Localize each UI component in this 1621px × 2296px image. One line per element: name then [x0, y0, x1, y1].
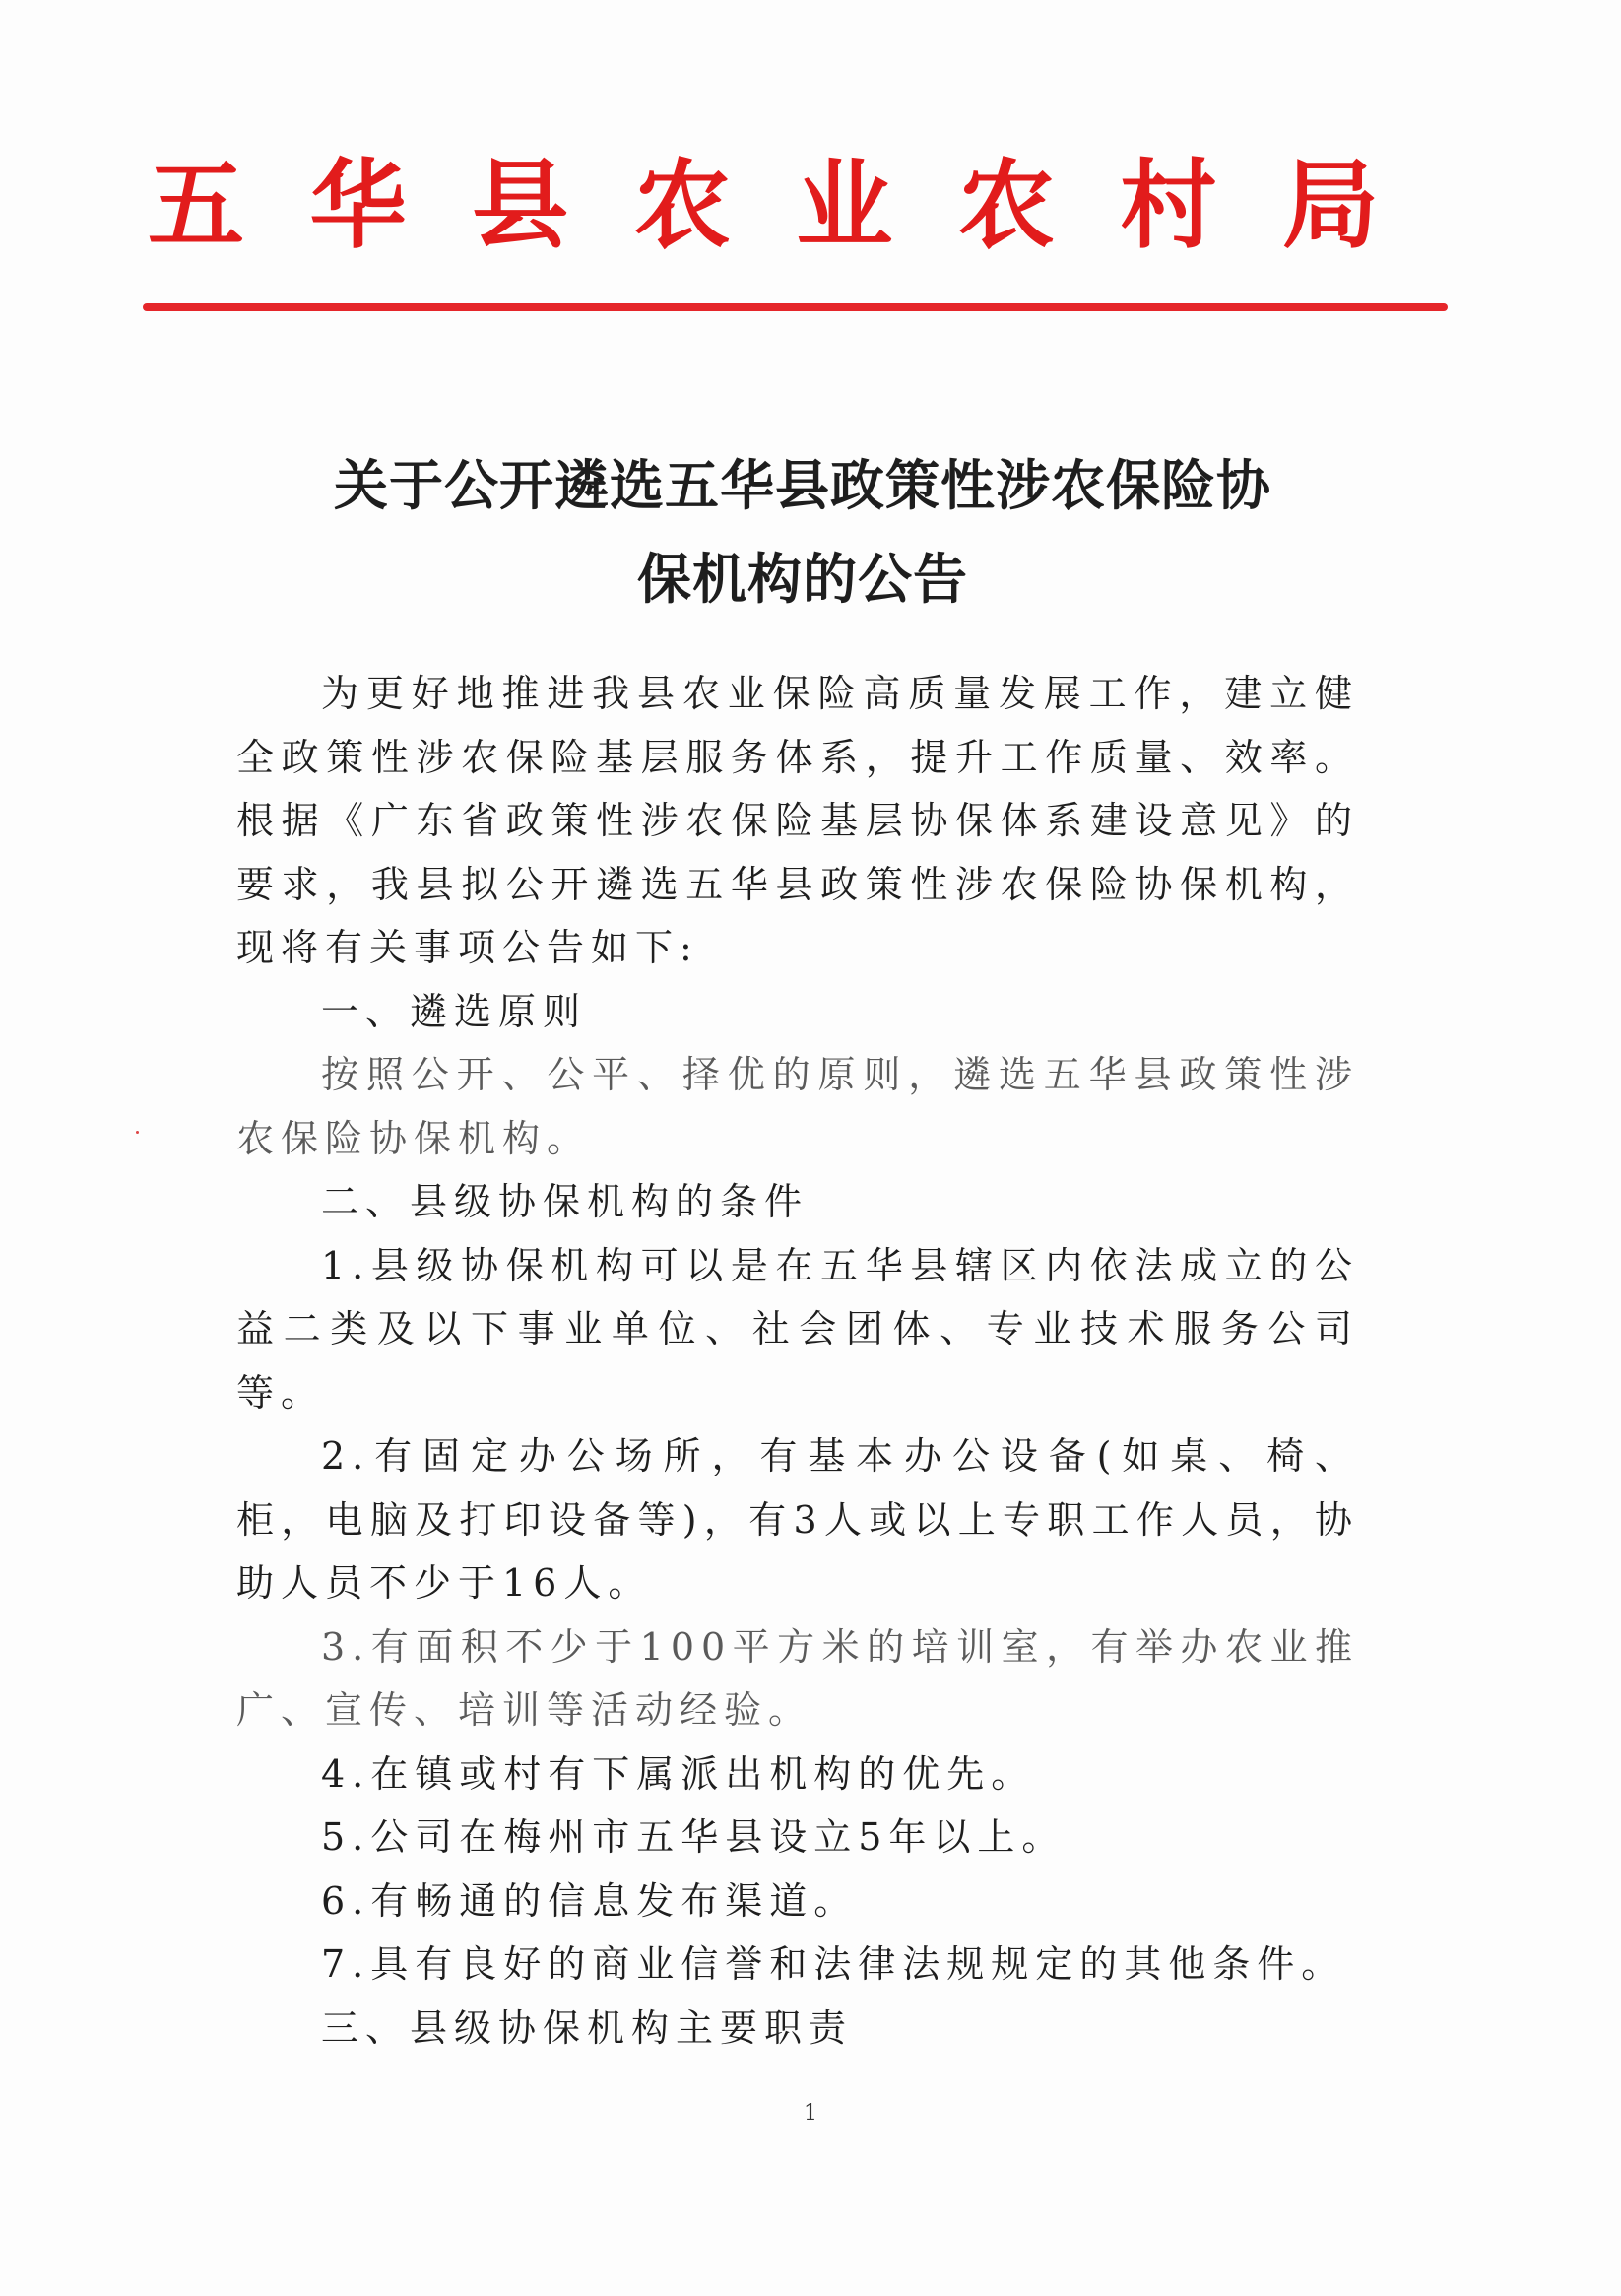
intro-paragraph: 为更好地推进我县农业保险高质量发展工作，建立健全政策性涉农保险基层服务体系，提升工作质量、效率。根据《广东省政策性涉农保险基层协保体系建设意见》的要求，我县拟公开遴选五华县政策性涉农保险协保机构，现将有关事项公告如下:	[236, 672, 1359, 969]
section-1-paragraph: 按照公开、公平、择优的原则，遴选五华县政策性涉农保险协保机构。	[236, 1053, 1359, 1160]
condition-item-7: 7.具有良好的商业信誉和法律法规规定的其他条件。	[321, 1942, 1346, 1986]
section-heading-1: 一、遴选原则	[321, 989, 588, 1033]
condition-item-4: 4.在镇或村有下属派出机构的优先。	[321, 1751, 1036, 1796]
condition-item-6: 6.有畅通的信息发布渠道。	[321, 1878, 859, 1923]
scan-speck	[136, 1131, 139, 1134]
condition-item-1: 1.县级协保机构可以是在五华县辖区内依法成立的公益二类及以下事业单位、社会团体、专业技术服务公司等。	[236, 1243, 1359, 1414]
condition-item-3: 3.有面积不少于100平方米的培训室，有举办农业推广、宣传、培训等活动经验。	[236, 1624, 1359, 1732]
condition-item-5: 5.公司在梅州市五华县设立5年以上。	[321, 1815, 1067, 1859]
letterhead-char: 局	[1281, 149, 1379, 262]
letterhead-char: 农	[957, 149, 1055, 262]
letterhead-char: 县	[472, 149, 569, 262]
section-heading-3: 三、县级协保机构主要职责	[321, 2005, 854, 2050]
notice-title	[148, 438, 1458, 625]
condition-item-2: 2.有固定办公场所，有基本办公设备(如桌、椅、柜，电脑及打印设备等)，有3人或以上专职工作人员，协助人员不少于16人。	[236, 1434, 1359, 1605]
notice-body	[236, 662, 1359, 2060]
notice-title-line-1: 关于公开遴选五华县政策性涉农保险协	[333, 453, 1271, 517]
page-number: 1	[804, 2101, 817, 2126]
section-heading-2: 二、县级协保机构的条件	[321, 1180, 810, 1223]
letterhead-char: 五	[148, 149, 245, 262]
letterhead-red-rule	[143, 303, 1448, 311]
letterhead-char: 农	[633, 149, 731, 262]
notice-title-line-2: 保机构的公告	[636, 547, 968, 611]
letterhead-title	[148, 149, 1379, 262]
letterhead-char: 业	[796, 149, 893, 262]
letterhead-char: 华	[309, 149, 407, 262]
letterhead-char: 村	[1120, 149, 1217, 262]
